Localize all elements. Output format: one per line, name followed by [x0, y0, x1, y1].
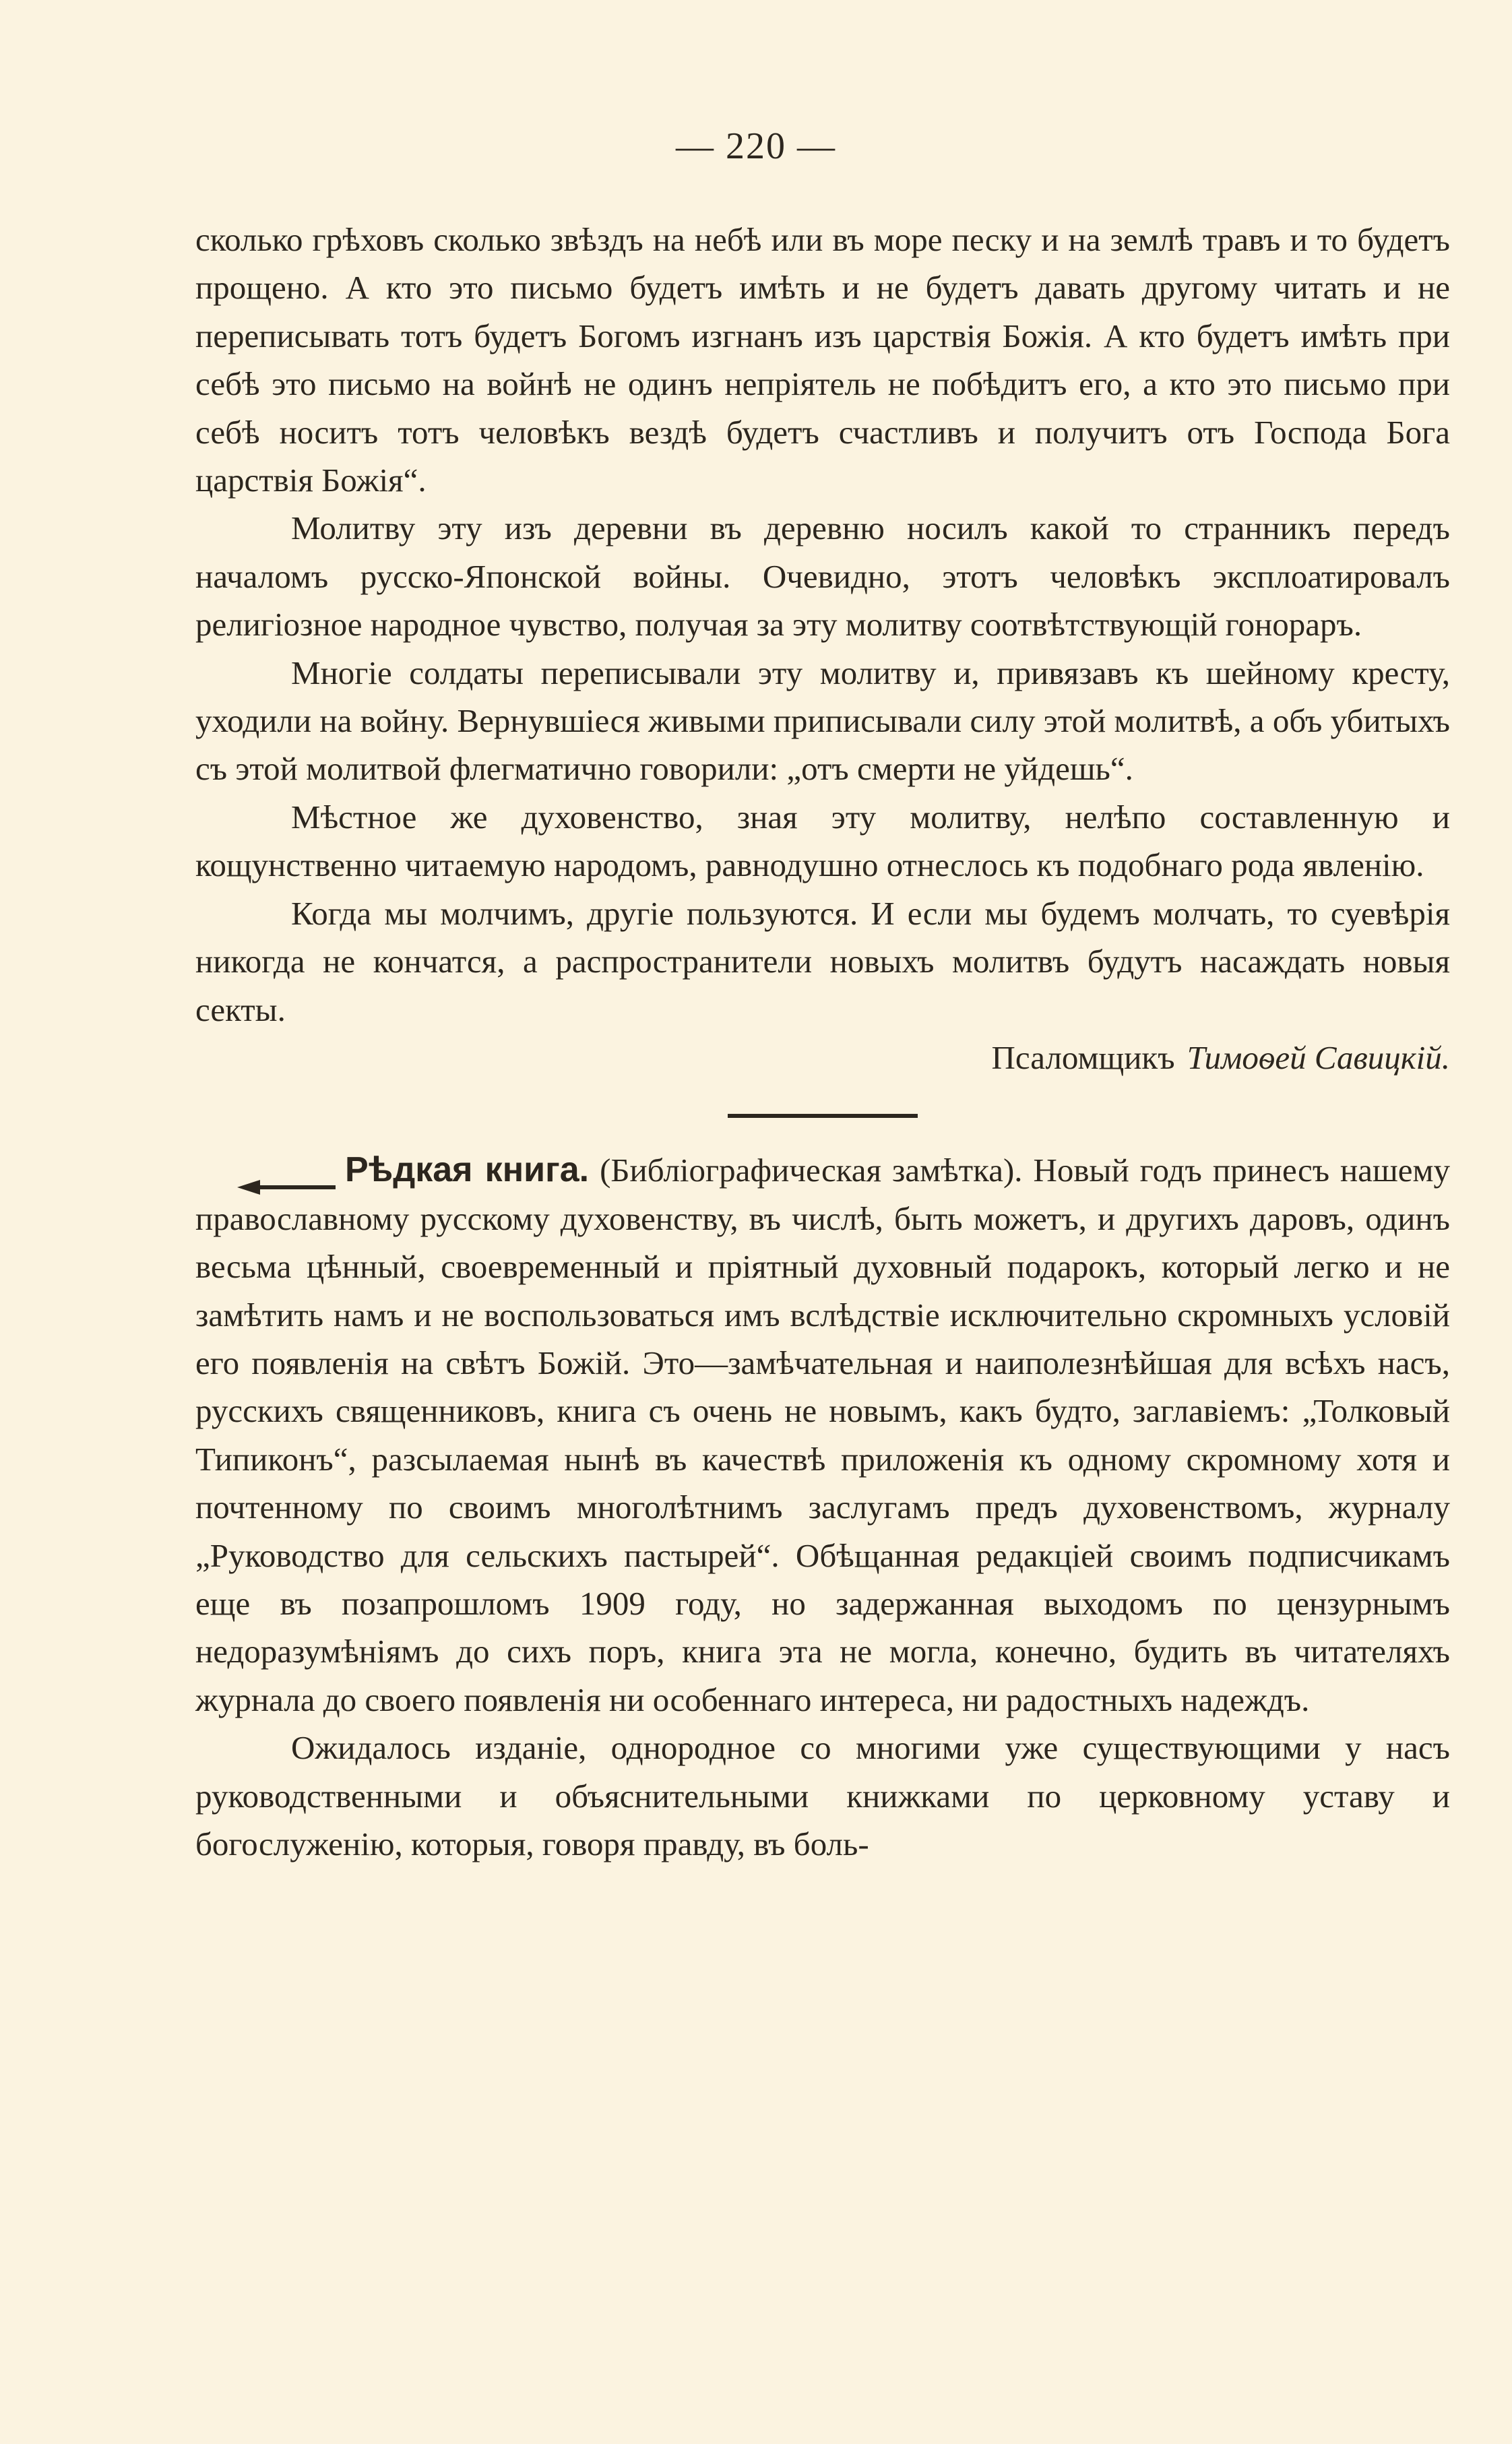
- signature-role: Псаломщикъ: [991, 1038, 1175, 1076]
- article-body-text: (Библіографическая замѣтка). Новый годъ принесъ нашему православному русскому духовенству, въ числѣ, быть можетъ, и другихъ даровъ, одинъ весьма цѣнный, своевременный и пріятный духовный подарокъ, который легко и не замѣтить намъ и не воспользоваться имъ вслѣдствіе исключительно скромныхъ условій его появленія на свѣтъ Божій. Это—замѣчательная и наиполезнѣйшая для всѣхъ насъ, русскихъ священниковъ, книга съ очень не новымъ, какъ будто, заглавіемъ: „Толковый Типиконъ“, разсылаемая нынѣ въ качествѣ приложенія къ одному скромному хотя и почтенному по своимъ многолѣтнимъ заслугамъ предъ духовенствомъ, журналу „Руководство для сельскихъ пастырей“. Обѣщанная редакціей своимъ подписчикамъ еще въ позапрошломъ 1909 году, но задержанная выходомъ по цензурнымъ недоразумѣніямъ до сихъ поръ, книга эта не могла, конечно, будить въ читателяхъ журнала до своего появленія ни особеннаго интереса, ни радостныхъ надеждъ.: [195, 1152, 1450, 1718]
- paragraph: сколько грѣховъ сколько звѣздъ на небѣ или въ море песку и на землѣ травъ и то будетъ прощено. А кто это письмо будетъ имѣть и не будетъ давать другому читать и не переписывать тотъ будетъ Богомъ изгнанъ изъ царствія Божія. А кто будетъ имѣть при себѣ это письмо на войнѣ не одинъ непріятель не побѣдитъ его, а кто это письмо при себѣ носитъ тотъ человѣкъ вездѣ будетъ счастливъ и получитъ отъ Господа Бога царствія Божія“.: [195, 221, 1450, 499]
- pointer-ornament-icon: [236, 1162, 337, 1181]
- paragraph: Молитву эту изъ деревни въ деревню носилъ какой то странникъ передъ началомъ русско-Японской войны. Очевидно, этотъ человѣкъ эксплоатировалъ религіозное народное чувство, получая за эту молитву соотвѣтствующій гонораръ.: [195, 509, 1450, 644]
- paragraph: Мѣстное же духовенство, зная эту молитву, нелѣпо составленную и кощунственно читаемую народомъ, равнодушно отнеслось къ подобнаго рода явленію.: [195, 798, 1450, 884]
- article-heading: Рѣдкая книга.: [345, 1150, 590, 1190]
- text-column: [195, 216, 1450, 1868]
- page-number: — 220 —: [676, 125, 836, 167]
- paragraph: Когда мы молчимъ, другіе пользуются. И если мы будемъ молчать, то суевѣрія никогда не кончатся, а распространители новыхъ молитвъ будутъ насаждать новыя секты.: [195, 894, 1450, 1028]
- paragraph: Ожидалось изданіе, однородное со многими уже существующими у насъ руководственными и объяснительными книжками по церковному уставу и богослуженію, которыя, говоря правду, въ боль-: [195, 1729, 1450, 1862]
- article: [195, 1146, 1450, 1868]
- paragraph: Многіе солдаты переписывали эту молитву и, привязавъ къ шейному кресту, уходили на войну. Вернувшіеся живыми приписывали силу этой молитвѣ, а объ убитыхъ съ этой молитвой флегматично говорили: „отъ смерти не уйдешь“.: [195, 654, 1450, 788]
- section-divider: [728, 1114, 918, 1118]
- signature-name: Тимоѳей Савицкій.: [1187, 1038, 1450, 1076]
- article-first-paragraph: [195, 1146, 1450, 1724]
- signature: [195, 1034, 1450, 1082]
